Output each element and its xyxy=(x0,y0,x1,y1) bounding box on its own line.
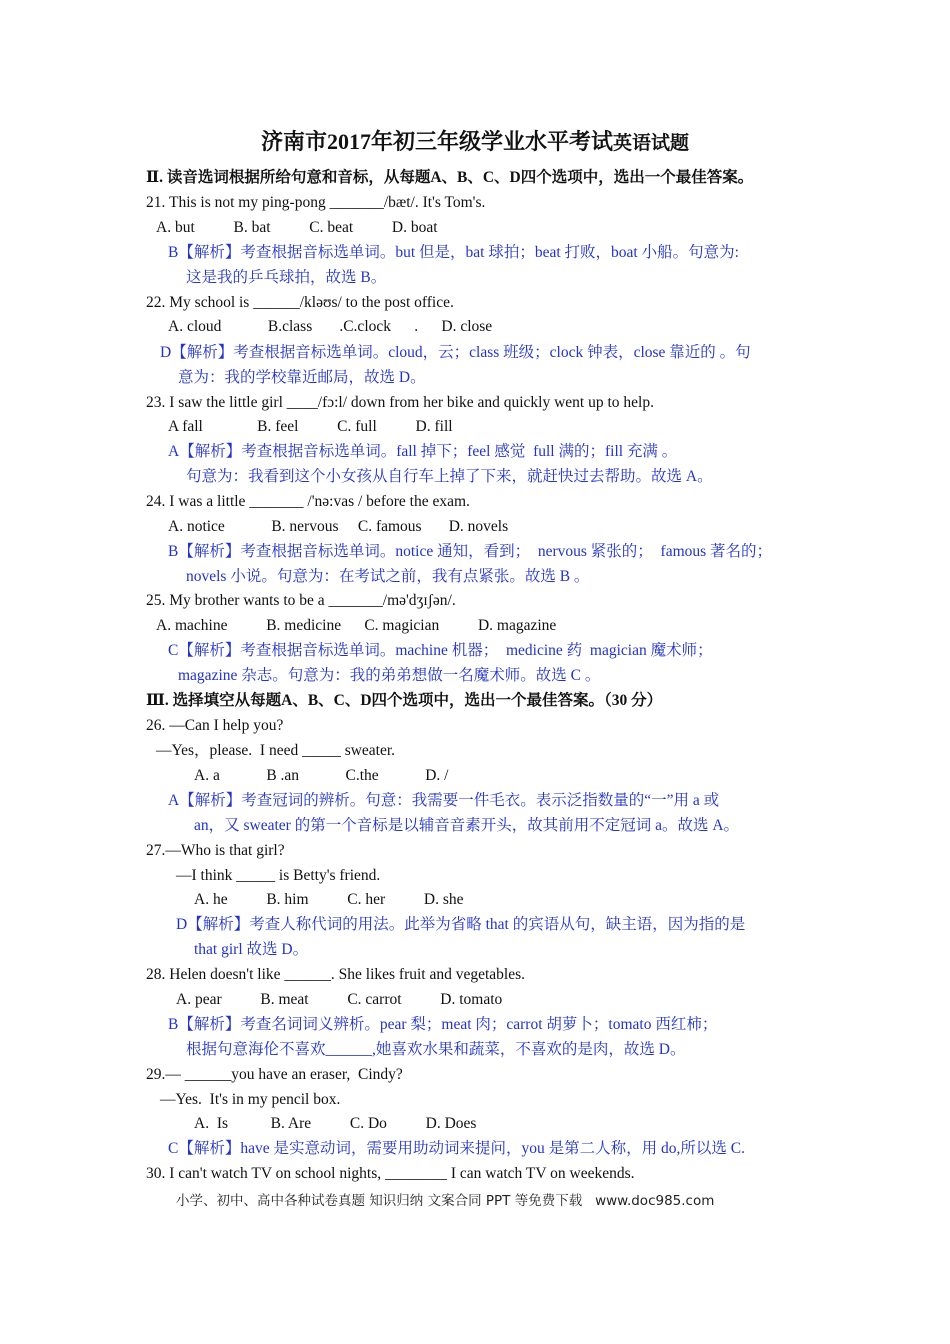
page-footer: 小学、初中、高中各种试卷真题 知识归纳 文案合同 PPT 等免费下载 www.doc985.com xyxy=(176,1193,715,1209)
question-25-options: A. machine B. medicine C. magician D. magazine xyxy=(156,617,557,634)
question-26-options: A. a B .an C.the D. / xyxy=(194,767,449,784)
question-21-options: A. but B. bat C. beat D. boat xyxy=(156,219,438,236)
question-22-analysis: D【解析】考查根据音标选单词。cloud，云；class 班级；clock 钟表，close 靠近的 。句 xyxy=(160,344,751,361)
question-28-options: A. pear B. meat C. carrot D. tomato xyxy=(176,991,503,1008)
question-24-options: A. notice B. nervous C. famous D. novels xyxy=(168,518,509,535)
question-26-analysis-cont: an，又 sweater 的第一个音标是以辅音音素开头，故其前用不定冠词 a。故选 A。 xyxy=(194,817,740,834)
page-title xyxy=(0,128,950,158)
question-26-reply: —Yes，please. I need _____ sweater. xyxy=(156,742,396,759)
question-25-analysis: C【解析】考查根据音标选单词。machine 机器； medicine 药 magician 魔术师； xyxy=(168,642,713,659)
question-25: 25. My brother wants to be a _______/mə'dʒɪʃən/. xyxy=(146,592,456,609)
question-26: 26. —Can I help you? xyxy=(146,717,284,734)
title-suffix: 英语试题 xyxy=(613,133,690,154)
question-22-options: A. cloud B.class .C.clock . D. close xyxy=(168,318,493,335)
question-24-analysis: B【解析】考查根据音标选单词。notice 通知，看到； nervous 紧张的； famous 著名的； xyxy=(168,543,773,560)
question-23: 23. I saw the little girl ____/fɔ:l/ down from her bike and quickly went up to help. xyxy=(146,394,654,411)
question-29: 29.— ______you have an eraser, Cindy? xyxy=(146,1066,403,1083)
section-2-heading: Ⅱ. 读音选词根据所给句意和音标，从每题A、B、C、D四个选项中，选出一个最佳答案。 xyxy=(146,169,754,186)
question-27-analysis-cont: that girl 故选 D。 xyxy=(194,941,309,958)
question-27-reply: —I think _____ is Betty's friend. xyxy=(176,867,381,884)
question-27: 27.—Who is that girl? xyxy=(146,842,285,859)
question-27-analysis: D【解析】考查人称代词的用法。此举为省略 that 的宾语从句，缺主语，因为指的是 xyxy=(176,916,746,933)
question-28-analysis: B【解析】考查名词词义辨析。pear 梨；meat 肉；carrot 胡萝卜；tomato 西红柿； xyxy=(168,1016,718,1033)
question-29-reply: —Yes. It's in my pencil box. xyxy=(160,1091,341,1108)
question-29-options: A. Is B. Are C. Do D. Does xyxy=(194,1115,477,1132)
section-3-heading: Ⅲ. 选择填空从每题A、B、C、D四个选项中，选出一个最佳答案。（30 分） xyxy=(146,692,663,709)
question-23-options: A fall B. feel C. full D. fill xyxy=(168,418,453,435)
question-30: 30. I can't watch TV on school nights, ________ I can watch TV on weekends. xyxy=(146,1165,635,1182)
question-21-analysis: B【解析】考查根据音标选单词。but 但是，bat 球拍；beat 打败，boat 小船。句意为: xyxy=(168,244,739,261)
question-26-analysis: A【解析】考查冠词的辨析。句意：我需要一件毛衣。表示泛指数量的“一”用 a 或 xyxy=(168,792,720,809)
question-27-options: A. he B. him C. her D. she xyxy=(194,891,464,908)
question-23-analysis-cont: 句意为：我看到这个小女孩从自行车上掉了下来，就赶快过去帮助。故选 A。 xyxy=(186,468,713,485)
question-25-analysis-cont: magazine 杂志。句意为：我的弟弟想做一名魔术师。故选 C 。 xyxy=(178,667,601,684)
question-28-analysis-cont: 根据句意海伦不喜欢______,她喜欢水果和蔬菜，不喜欢的是肉，故选 D。 xyxy=(186,1041,686,1058)
question-22-analysis-cont: 意为：我的学校靠近邮局，故选 D。 xyxy=(178,369,426,386)
question-29-analysis: C【解析】have 是实意动词，需要用助动词来提问，you 是第二人称，用 do,所以选 C. xyxy=(168,1140,745,1157)
question-23-analysis: A【解析】考查根据音标选单词。fall 掉下；feel 感觉 full 满的；fill 充满 。 xyxy=(168,443,678,460)
question-24: 24. I was a little _______ /'nə:vas / before the exam. xyxy=(146,493,470,510)
title-main: 济南市2017年初三年级学业水平考试 xyxy=(260,129,613,154)
question-21-analysis-cont: 这是我的乒乓球拍，故选 B。 xyxy=(186,269,387,286)
question-21: 21. This is not my ping-pong _______/bæt/. It's Tom's. xyxy=(146,194,486,211)
question-22: 22. My school is ______/kləʊs/ to the post office. xyxy=(146,294,454,311)
question-24-analysis-cont: novels 小说。句意为：在考试之前，我有点紧张。故选 B 。 xyxy=(186,568,590,585)
question-28: 28. Helen doesn't like ______. She likes fruit and vegetables. xyxy=(146,966,526,983)
